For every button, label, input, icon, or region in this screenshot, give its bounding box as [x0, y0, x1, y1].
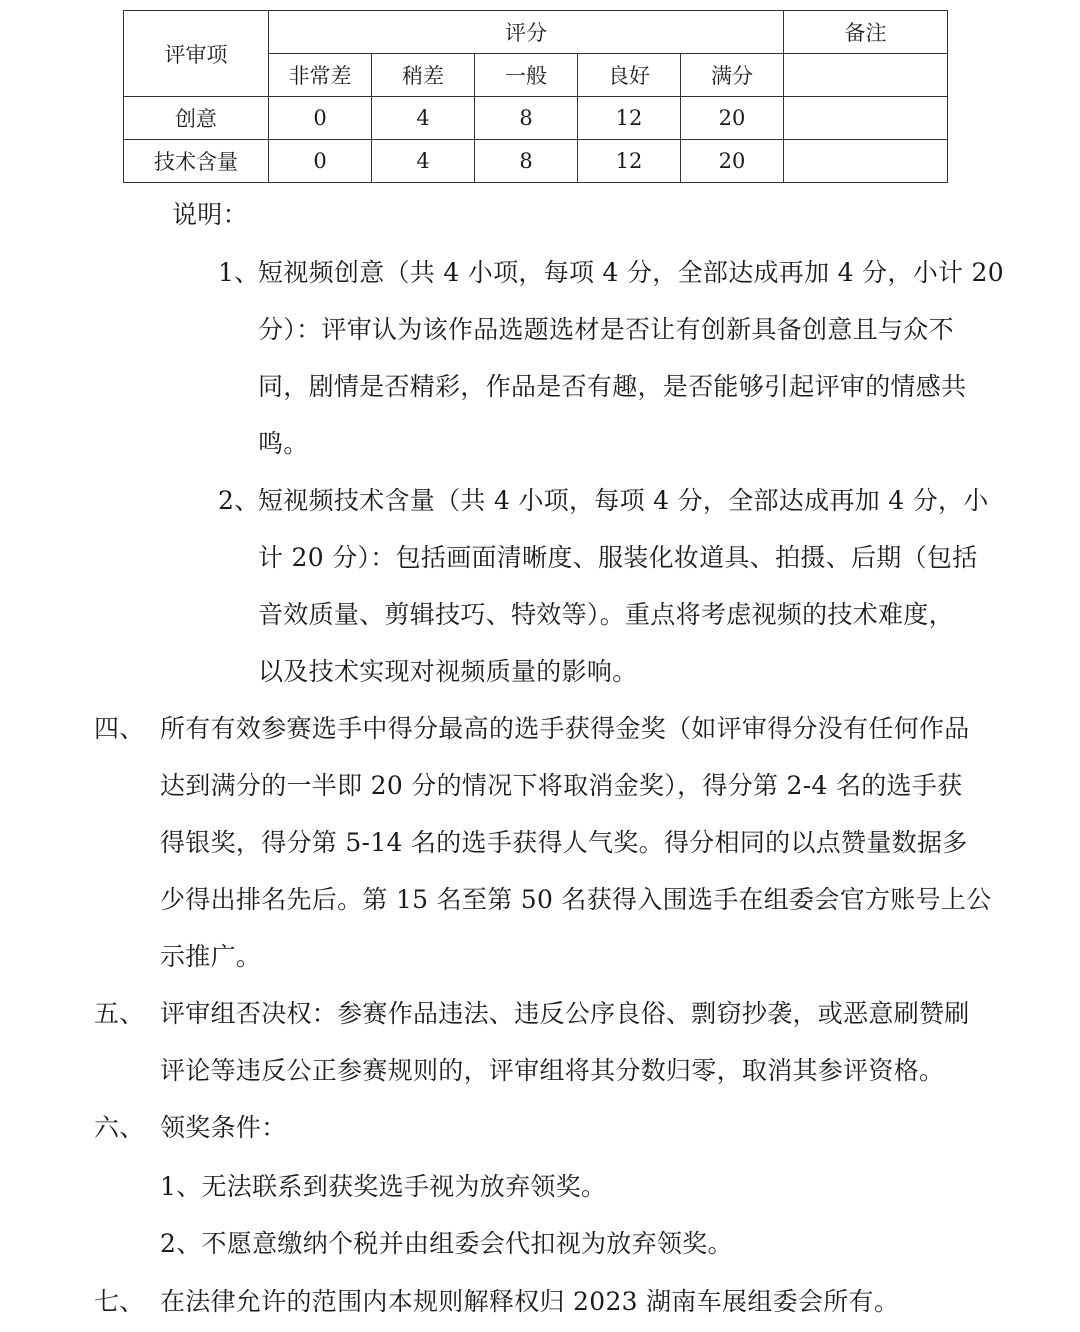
header-review-item: 评审项 — [124, 11, 269, 97]
level-very-poor: 非常差 — [269, 54, 372, 97]
row-label: 技术含量 — [124, 140, 269, 183]
section6-title: 领奖条件： — [160, 1113, 287, 1142]
table-cell: 8 — [475, 140, 578, 183]
header-score: 评分 — [269, 11, 784, 54]
section6-item: 2、不愿意缴纳个税并由组委会代扣视为放弃领奖。 — [160, 1229, 733, 1258]
header-note: 备注 — [784, 11, 948, 54]
level-average: 一般 — [475, 54, 578, 97]
section5-line: 评审组否决权：参赛作品违法、违反公序良俗、剽窃抄袭，或恶意刷赞刷 — [160, 999, 970, 1028]
item2-line: 音效质量、剪辑技巧、特效等）。重点将考虑视频的技术难度， — [258, 600, 954, 629]
section6-item: 1、无法联系到获奖选手视为放弃领奖。 — [160, 1172, 607, 1201]
item2-line: 以及技术实现对视频质量的影响。 — [258, 657, 638, 686]
item1-line: 短视频创意（共 4 小项，每项 4 分，全部达成再加 4 分，小计 20 — [258, 258, 1004, 287]
scoring-table — [123, 10, 948, 183]
item2-number: 2、 — [218, 486, 260, 515]
section7-number: 七、 — [94, 1287, 145, 1316]
table-cell: 20 — [681, 97, 784, 140]
table-cell: 4 — [372, 97, 475, 140]
item1-line: 鸣。 — [258, 429, 309, 458]
level-full: 满分 — [681, 54, 784, 97]
item2-line: 短视频技术含量（共 4 小项，每项 4 分，全部达成再加 4 分，小 — [258, 486, 989, 515]
table-cell: 8 — [475, 97, 578, 140]
table-cell: 0 — [269, 140, 372, 183]
section5-number: 五、 — [94, 999, 145, 1028]
row-label: 创意 — [124, 97, 269, 140]
section7-text: 在法律允许的范围内本规则解释权归 2023 湖南车展组委会所有。 — [160, 1287, 900, 1316]
table-cell: 4 — [372, 140, 475, 183]
level-good: 良好 — [578, 54, 681, 97]
item1-number: 1、 — [218, 258, 260, 287]
table-cell: 20 — [681, 140, 784, 183]
section4-line: 少得出排名先后。第 15 名至第 50 名获得入围选手在组委会官方账号上公 — [160, 885, 992, 914]
level-poor: 稍差 — [372, 54, 475, 97]
table-row — [124, 97, 948, 140]
section5-line: 评论等违反公正参赛规则的，评审组将其分数归零，取消其参评资格。 — [160, 1056, 945, 1085]
item1-line: 同，剧情是否精彩，作品是否有趣，是否能够引起评审的情感共 — [258, 372, 967, 401]
item1-line: 分）：评审认为该作品选题选材是否让有创新具备创意且与众不 — [258, 315, 954, 344]
table-cell: 0 — [269, 97, 372, 140]
table-cell: 12 — [578, 140, 681, 183]
section4-line: 达到满分的一半即 20 分的情况下将取消金奖），得分第 2-4 名的选手获 — [160, 771, 963, 800]
section4-line: 示推广。 — [160, 942, 262, 971]
table-cell: 12 — [578, 97, 681, 140]
section4-number: 四、 — [94, 714, 145, 743]
section4-line: 得银奖，得分第 5-14 名的选手获得人气奖。得分相同的以点赞量数据多 — [160, 828, 968, 857]
explain-title: 说明： — [172, 200, 248, 229]
note-cell — [784, 140, 948, 183]
section6-number: 六、 — [94, 1113, 145, 1142]
note-cell — [784, 54, 948, 97]
item2-line: 计 20 分）：包括画面清晰度、服装化妆道具、拍摄、后期（包括 — [258, 543, 978, 572]
note-cell — [784, 97, 948, 140]
section4-line: 所有有效参赛选手中得分最高的选手获得金奖（如评审得分没有任何作品 — [160, 714, 970, 743]
table-row — [124, 140, 948, 183]
